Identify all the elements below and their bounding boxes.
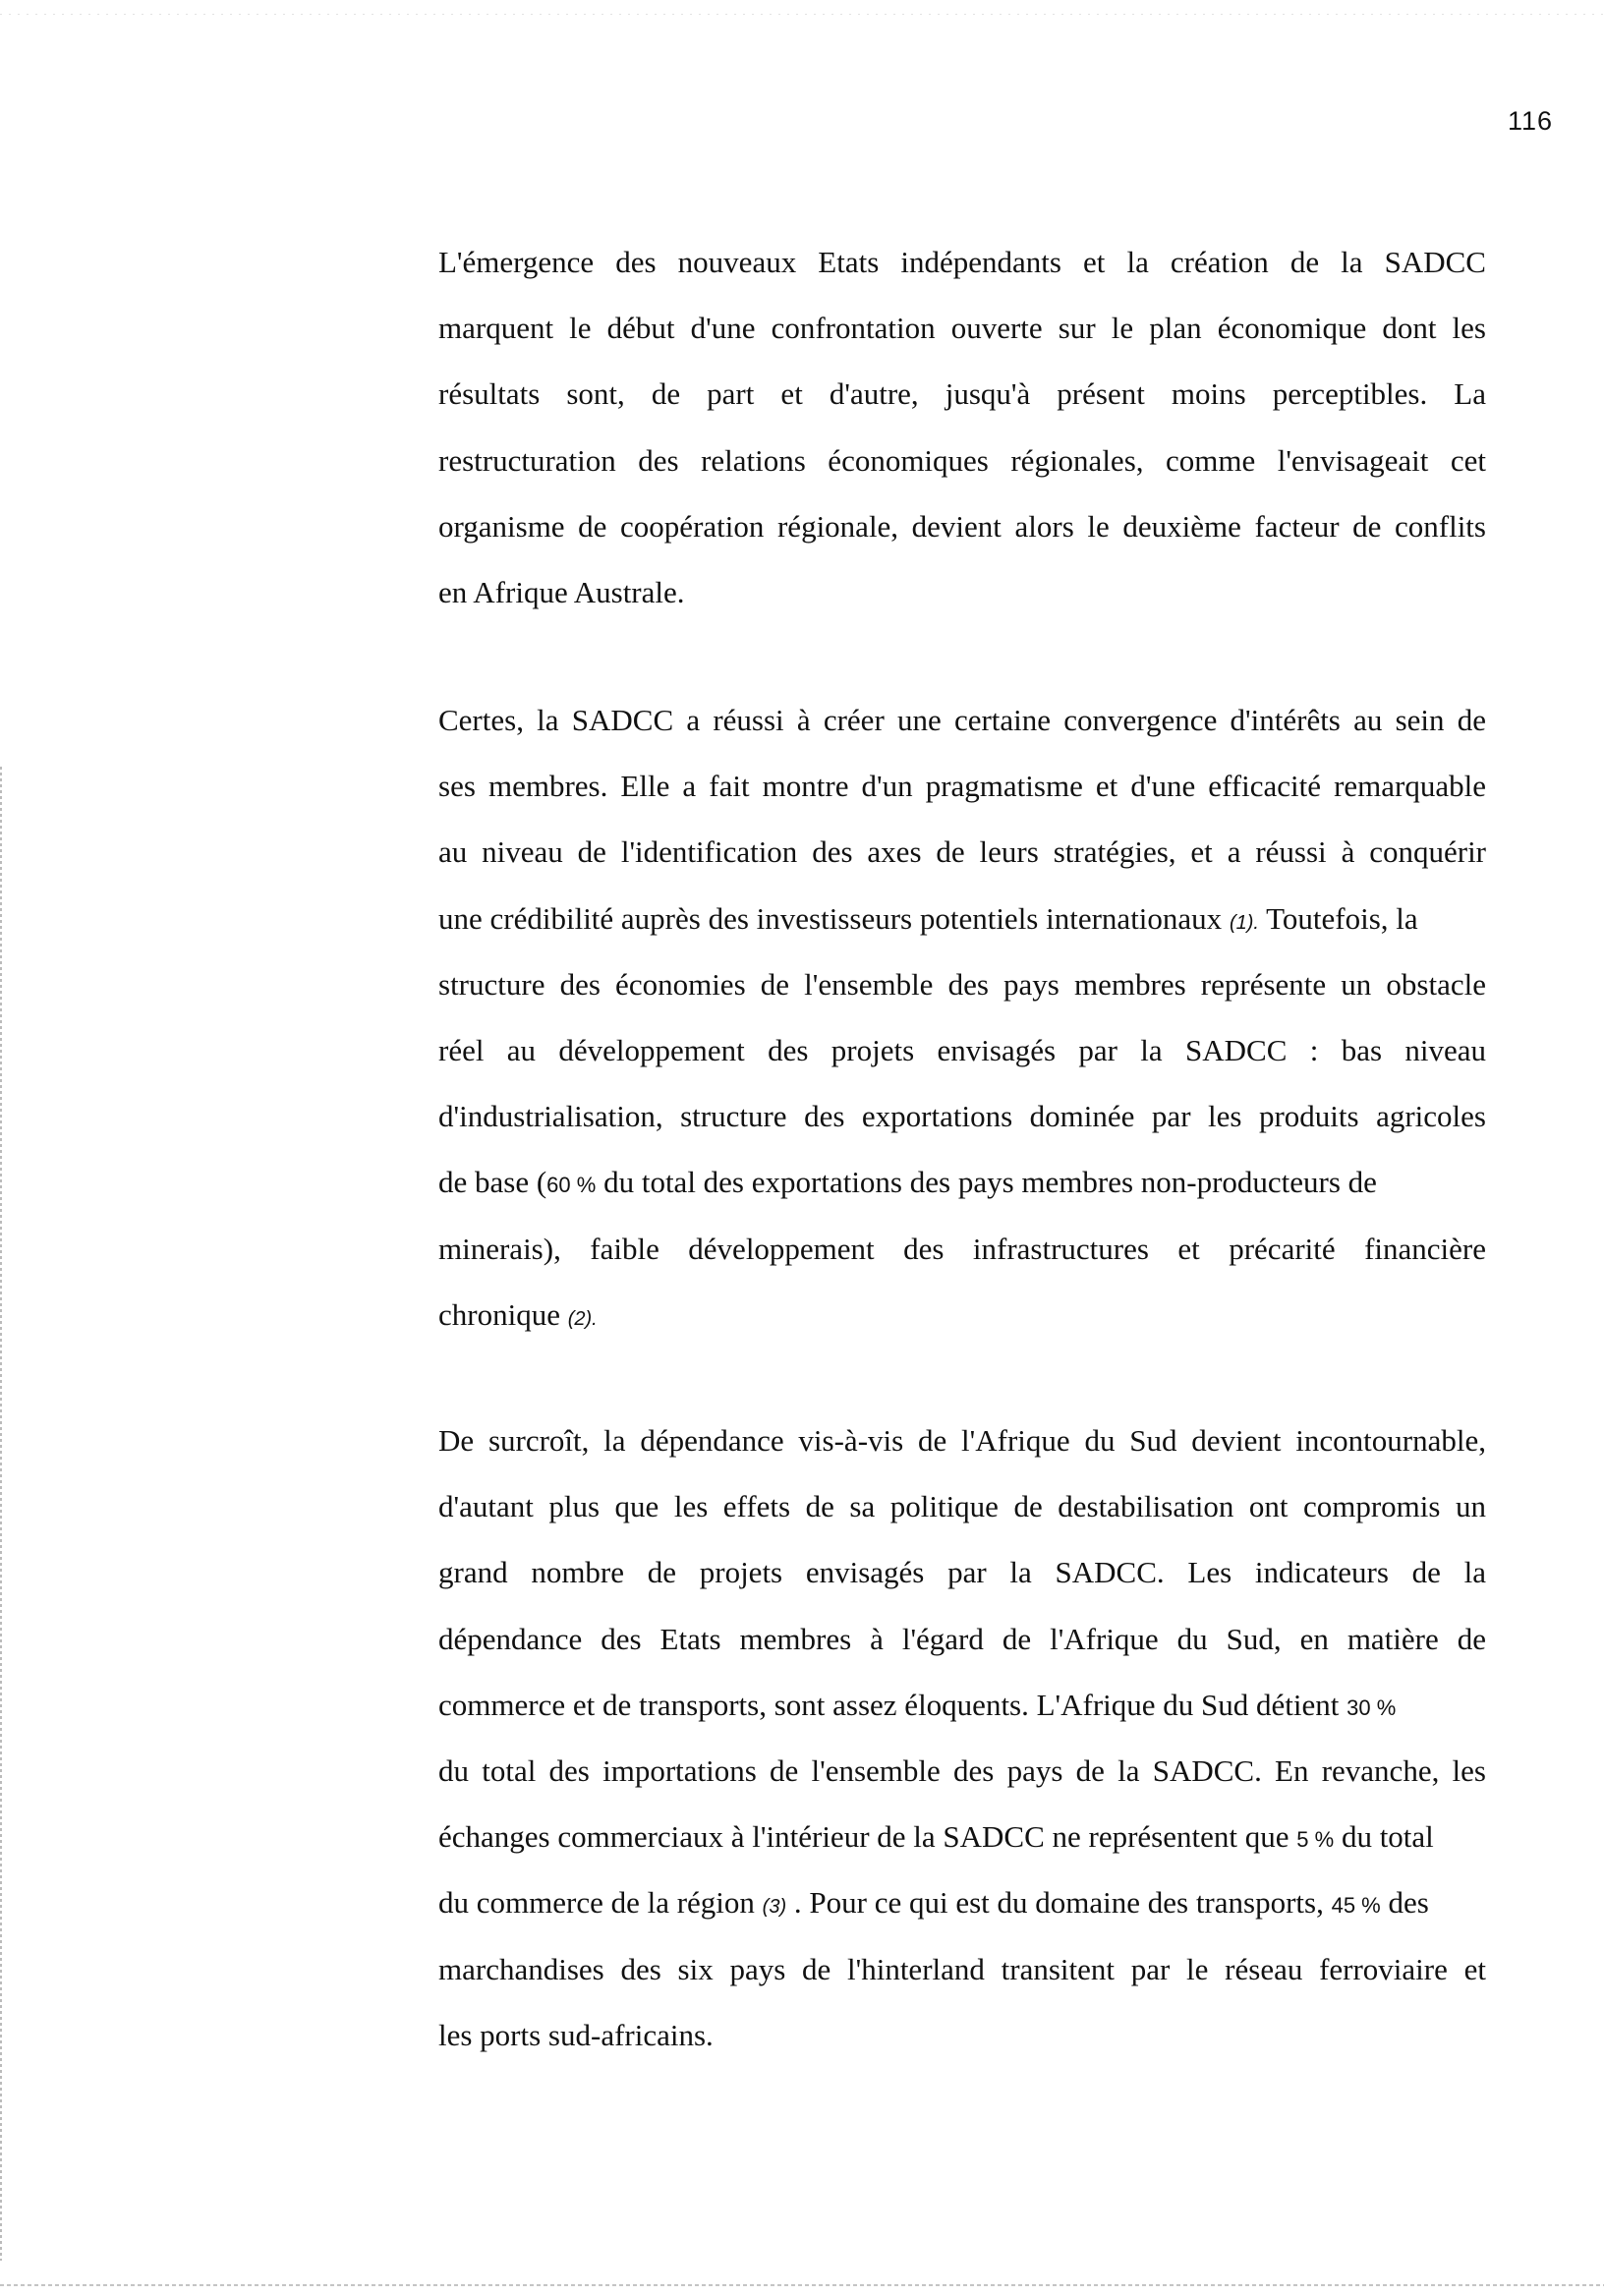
text-segment: une crédibilité auprès des investisseurs potentiels internationaux (438, 900, 1230, 936)
text-line: en Afrique Australe. (438, 574, 685, 609)
text-line (438, 886, 1486, 951)
scan-edge-top (0, 14, 1604, 15)
text-line (438, 1804, 1486, 1869)
text-segment: de base ( (438, 1165, 547, 1200)
paragraph-3 (438, 1407, 1486, 2068)
text-line: du total des importations de l'ensemble des pays de la SADCC. En revanche, les (438, 1752, 1486, 1788)
text-segment: du commerce de la région (438, 1885, 763, 1921)
text-line: grand nombre de projets envisagés par la SADCC. Les indicateurs de la (438, 1555, 1486, 1590)
text-line: dépendance des Etats membres à l'égard de l'Afrique du Sud, en matière de (438, 1621, 1486, 1656)
text-line (438, 1149, 1486, 1215)
figure-value: 5 % (1296, 1827, 1335, 1853)
text-segment: échanges commerciaux à l'intérieur de la SADCC ne représentent que (438, 1819, 1297, 1855)
text-line (438, 1282, 1486, 1348)
text-line: De surcroît, la dépendance vis-à-vis de l'Afrique du Sud devient incontournable, (438, 1423, 1486, 1458)
text-segment: du total (1334, 1819, 1434, 1855)
scan-edge-left (0, 767, 2, 2261)
text-line: organisme de coopération régionale, devient alors le deuxième facteur de conflits (438, 508, 1486, 544)
text-line: Certes, la SADCC a réussi à créer une certaine convergence d'intérêts au sein de (438, 703, 1486, 737)
footnote-ref: (2). (567, 1307, 598, 1330)
text-line: réel au développement des projets envisagés par la SADCC : bas niveau (438, 1032, 1486, 1067)
text-segment: commerce et de transports, sont assez éloquents. L'Afrique du Sud détient (438, 1687, 1347, 1722)
text-segment: chronique (438, 1296, 568, 1332)
text-line: marquent le début d'une confrontation ouverte sur le plan économique dont les (438, 311, 1486, 346)
figure-value: 45 % (1331, 1893, 1381, 1919)
text-line (438, 1869, 1486, 1935)
text-segment: . Pour ce qui est du domaine des transports, (786, 1885, 1332, 1921)
text-line: résultats sont, de part et d'autre, jusqu'à présent moins perceptibles. La (438, 376, 1486, 412)
text-line: les ports sud-africains. (438, 2017, 714, 2052)
paragraph-2 (438, 687, 1486, 1348)
figure-value: 60 % (546, 1173, 597, 1198)
text-line: structure des économies de l'ensemble des pays membres représente un obstacle (438, 966, 1486, 1002)
figure-value: 30 % (1346, 1694, 1397, 1720)
text-line: au niveau de l'identification des axes de leurs stratégies, et a réussi à conquérir (438, 834, 1486, 870)
footnote-ref: (1). (1229, 911, 1259, 934)
text-segment: des (1380, 1885, 1429, 1921)
text-line: L'émergence des nouveaux Etats indépendants et la création de la SADCC (438, 245, 1486, 279)
paragraph-1 (438, 229, 1486, 625)
text-line: restructuration des relations économiques régionales, comme l'envisageait cet (438, 442, 1486, 478)
text-line: d'industrialisation, structure des exportations dominée par les produits agricoles (438, 1099, 1486, 1134)
scan-edge-bottom (0, 2284, 1604, 2286)
page-number: 116 (1507, 106, 1553, 136)
text-line: minerais), faible développement des infrastructures et précarité financière (438, 1231, 1486, 1266)
text-line: ses membres. Elle a fait montre d'un pragmatisme et d'une efficacité remarquable (438, 769, 1486, 804)
text-line: marchandises des six pays de l'hinterland transitent par le réseau ferroviaire et (438, 1951, 1486, 1986)
footnote-ref: (3) (762, 1896, 787, 1919)
text-line: d'autant plus que les effets de sa politique de destabilisation ont compromis un (438, 1489, 1486, 1524)
text-segment: Toutefois, la (1258, 900, 1418, 936)
text-segment: du total des exportations des pays membres non-producteurs de (596, 1165, 1377, 1200)
text-line (438, 1672, 1486, 1738)
